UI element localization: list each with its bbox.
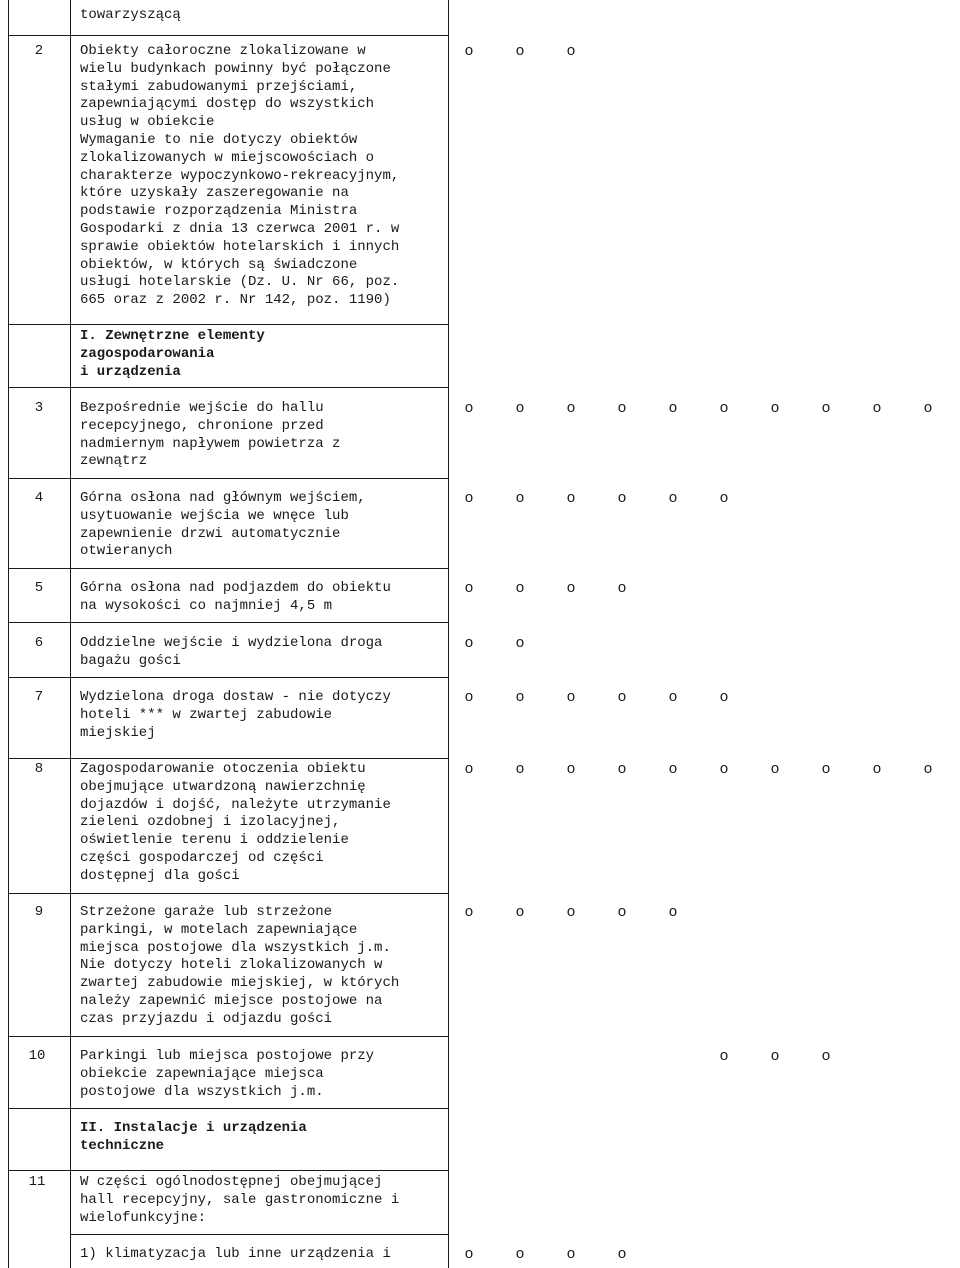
rating-mark: o xyxy=(617,904,627,921)
row-text: Strzeżone garaże lub strzeżone parkingi, w motelach zapewniające miejsca postojowe dla wszystkich j.m. Nie dotyczy hoteli zlokalizowanych w zwartej zabudowie miejskiej, w których należy zapewnić miejsce postojowe na czas przyjazdu i odjazdu gości xyxy=(80,904,400,1027)
row-text: Wydzielona droga dostaw - nie dotyczy hoteli *** w zwartej zabudowie miejskiej xyxy=(80,689,391,741)
row-border xyxy=(8,1036,448,1037)
rating-mark: o xyxy=(719,761,729,778)
section-heading: II. Instalacje i urządzenia techniczne xyxy=(80,1120,307,1154)
row-marks xyxy=(452,400,960,418)
rating-mark: o xyxy=(923,400,933,417)
rating-mark: o xyxy=(515,689,525,706)
rating-mark: o xyxy=(770,400,780,417)
row-marks xyxy=(452,490,960,508)
row-marks xyxy=(452,761,960,779)
row-number: 5 xyxy=(34,580,44,596)
rating-mark: o xyxy=(668,904,678,921)
rating-mark: o xyxy=(617,400,627,417)
rating-mark: o xyxy=(821,761,831,778)
row-number: 11 xyxy=(28,1174,46,1190)
row-text: Bezpośrednie wejście do hallu recepcyjnego, chronione przed nadmiernym napływem powietrza z zewnątrz xyxy=(80,400,341,470)
rating-mark: o xyxy=(719,1048,729,1065)
rating-mark: o xyxy=(566,580,576,597)
rating-mark: o xyxy=(566,761,576,778)
rating-mark: o xyxy=(617,580,627,597)
rating-mark: o xyxy=(515,1246,525,1263)
rating-mark: o xyxy=(821,1048,831,1065)
rating-mark: o xyxy=(515,635,525,652)
row-marks xyxy=(452,1048,960,1066)
row-text: Zagospodarowanie otoczenia obiektu obejmujące utwardzoną nawierzchnię dojazdów i dojść, należyte utrzymanie zieleni ozdobnej i izolacyjnej, oświetlenie terenu i oddzielenie części gospodarczej od części dostępnej dla gości xyxy=(80,761,391,884)
row-subitem-text: 1) klimatyzacja lub inne urządzenia i xyxy=(80,1246,391,1262)
rating-mark: o xyxy=(617,1246,627,1263)
rating-mark: o xyxy=(668,400,678,417)
table-border-col2 xyxy=(448,0,449,1268)
table-border-col1 xyxy=(70,0,71,1268)
row-marks xyxy=(452,689,960,707)
row-number: 4 xyxy=(34,490,44,506)
row-border xyxy=(8,677,448,678)
rating-mark: o xyxy=(617,761,627,778)
rating-mark: o xyxy=(464,400,474,417)
row-border xyxy=(8,758,448,759)
row-border xyxy=(8,622,448,623)
row-marks xyxy=(452,635,960,653)
rating-mark: o xyxy=(668,689,678,706)
rating-mark: o xyxy=(515,761,525,778)
rating-mark: o xyxy=(464,904,474,921)
rating-mark: o xyxy=(668,761,678,778)
row-number: 10 xyxy=(28,1048,46,1064)
row-text: Górna osłona nad głównym wejściem, usytuowanie wejścia we wnęce lub zapewnienie drzwi automatycznie otwieranych xyxy=(80,490,366,560)
rating-mark: o xyxy=(464,761,474,778)
row-marks xyxy=(452,904,960,922)
row-text-continuation: towarzyszącą xyxy=(80,7,181,23)
rating-mark: o xyxy=(566,400,576,417)
row-text: Obiekty całoroczne zlokalizowane w wielu budynkach powinny być połączone stałymi zabudowanymi przejściami, zapewniającymi dostęp do wszystkich usług w obiekcie Wymaganie to nie dotyczy obiektów zlokalizowanych w miejscowościach o charakterze wypoczynkowo-rekreacyjnym, które uzyskały zaszeregowanie na podstawie rozporządzenia Ministra Gospodarki z dnia 13 czerwca 2001 r. w sprawie obiektów hotelarskich i innych obiektów, w których są świadczone usługi hotelarskie (Dz. U. Nr 66, poz. 665 oraz z 2002 r. Nr 142, poz. 1190) xyxy=(80,43,400,309)
rating-mark: o xyxy=(770,1048,780,1065)
rating-mark: o xyxy=(719,490,729,507)
row-marks xyxy=(452,43,960,61)
row-number: 2 xyxy=(34,43,44,59)
row-border xyxy=(8,568,448,569)
rating-mark: o xyxy=(464,1246,474,1263)
row-number: 3 xyxy=(34,400,44,416)
row-border xyxy=(8,893,448,894)
section-heading: I. Zewnętrzne elementy zagospodarowania i urządzenia xyxy=(80,328,265,380)
rating-mark: o xyxy=(464,635,474,652)
row-border xyxy=(70,1234,448,1235)
rating-mark: o xyxy=(821,400,831,417)
rating-mark: o xyxy=(566,689,576,706)
table-border-left xyxy=(8,0,9,1268)
row-border xyxy=(8,324,448,325)
row-border xyxy=(8,478,448,479)
rating-mark: o xyxy=(464,689,474,706)
rating-mark: o xyxy=(770,761,780,778)
row-border xyxy=(8,35,448,36)
rating-mark: o xyxy=(515,400,525,417)
rating-mark: o xyxy=(566,904,576,921)
row-marks xyxy=(452,1246,960,1264)
row-text: Parkingi lub miejsca postojowe przy obiekcie zapewniające miejsca postojowe dla wszystkich j.m. xyxy=(80,1048,375,1100)
rating-mark: o xyxy=(923,761,933,778)
rating-mark: o xyxy=(617,490,627,507)
rating-mark: o xyxy=(566,490,576,507)
row-text: W części ogólnodostępnej obejmującej hall recepcyjny, sale gastronomiczne i wielofunkcyjne: xyxy=(80,1174,400,1226)
rating-mark: o xyxy=(872,761,882,778)
rating-mark: o xyxy=(719,400,729,417)
row-border xyxy=(8,387,448,388)
rating-mark: o xyxy=(515,580,525,597)
row-border xyxy=(8,1108,448,1109)
rating-mark: o xyxy=(464,580,474,597)
row-marks xyxy=(452,580,960,598)
row-number: 9 xyxy=(34,904,44,920)
row-number: 8 xyxy=(34,761,44,777)
rating-mark: o xyxy=(464,490,474,507)
row-text: Oddzielne wejście i wydzielona droga bagażu gości xyxy=(80,635,383,669)
rating-mark: o xyxy=(566,43,576,60)
row-text: Górna osłona nad podjazdem do obiektu na wysokości co najmniej 4,5 m xyxy=(80,580,391,614)
rating-mark: o xyxy=(872,400,882,417)
rating-mark: o xyxy=(515,43,525,60)
rating-mark: o xyxy=(668,490,678,507)
rating-mark: o xyxy=(515,490,525,507)
row-number: 7 xyxy=(34,689,44,705)
rating-mark: o xyxy=(515,904,525,921)
rating-mark: o xyxy=(464,43,474,60)
row-number: 6 xyxy=(34,635,44,651)
rating-mark: o xyxy=(617,689,627,706)
row-border xyxy=(8,1170,448,1171)
rating-mark: o xyxy=(566,1246,576,1263)
rating-mark: o xyxy=(719,689,729,706)
